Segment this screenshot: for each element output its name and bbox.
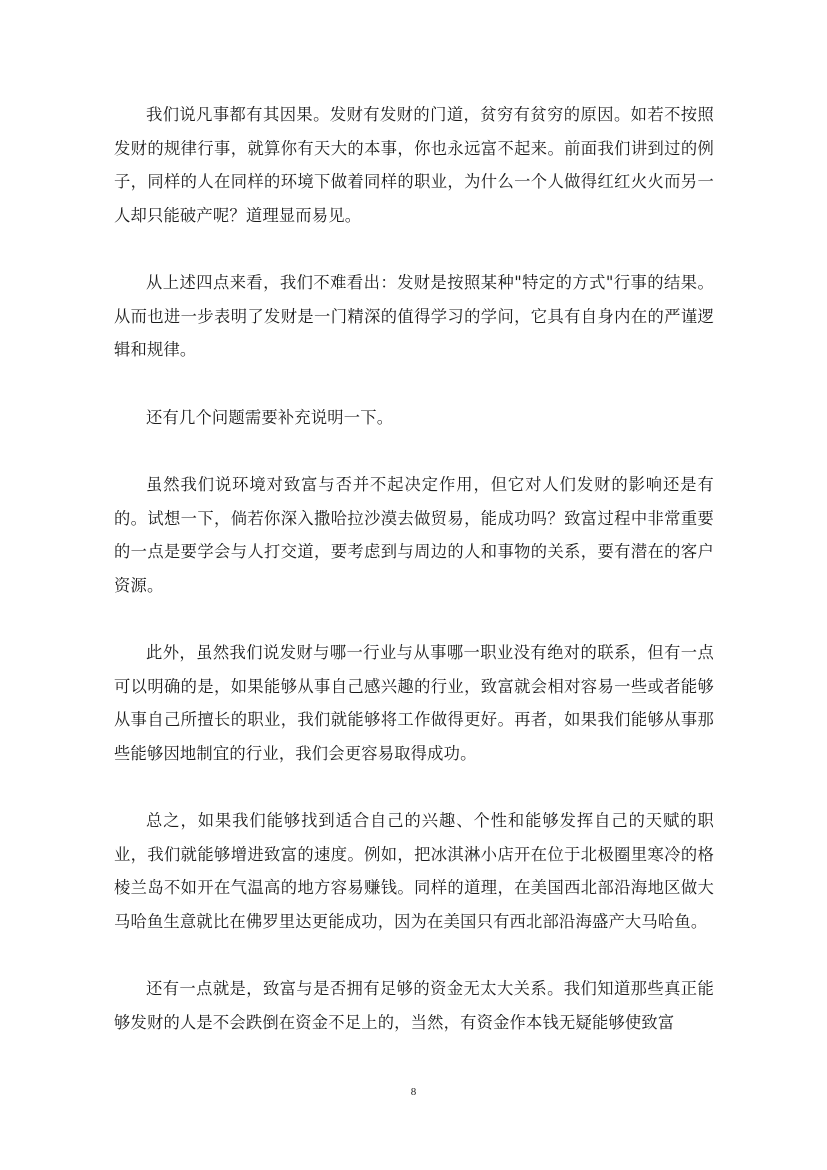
- paragraph-6: 总之，如果我们能够找到适合自己的兴趣、个性和能够发挥自己的天赋的职业，我们就能够增进致富的速度。例如，把冰淇淋小店开在位于北极圈里寒冷的格棱兰岛不如开在气温高的地方容易赚钱。同样的道理，在美国西北部沿海地区做大马哈鱼生意就比在佛罗里达更能成功，因为在美国只有西北部沿海盛产大马哈鱼。: [114, 811, 714, 931]
- paragraph-2: 从上述四点来看，我们不难看出：发财是按照某种"特定的方式"行事的结果。从而也进一步表明了发财是一门精深的值得学习的学问，它具有自身内在的严谨逻辑和规律。: [114, 273, 714, 359]
- paragraph-7: 还有一点就是，致富与是否拥有足够的资金无太大关系。我们知道那些真正能够发财的人是不会跌倒在资金不足上的，当然，有资金作本钱无疑能够使致富: [114, 979, 714, 1032]
- paragraph-3: 还有几个问题需要补充说明一下。: [146, 407, 394, 427]
- paragraph-5: 此外，虽然我们说发财与哪一行业与从事哪一职业没有绝对的联系，但有一点可以明确的是，如果能够从事自己感兴趣的行业，致富就会相对容易一些或者能够从事自己所擅长的职业，我们就能够将工作做得更好。再者，如果我们能够从事那些能够因地制宜的行业，我们会更容易取得成功。: [114, 643, 714, 763]
- page-number: 8: [410, 1086, 417, 1098]
- body-text: [114, 98, 714, 1073]
- paragraph-1: 我们说凡事都有其因果。发财有发财的门道，贫穷有贫穷的原因。如若不按照发财的规律行事，就算你有天大的本事，你也永远富不起来。前面我们讲到过的例子，同样的人在同样的环境下做着同样的职业，为什么一个人做得红红火火而另一人却只能破产呢？道理显而易见。: [114, 105, 714, 225]
- paragraph-4: 虽然我们说环境对致富与否并不起决定作用，但它对人们发财的影响还是有的。试想一下，倘若你深入撒哈拉沙漠去做贸易，能成功吗？致富过程中非常重要的一点是要学会与人打交道，要考虑到与周边的人和事物的关系，要有潜在的客户资源。: [114, 475, 714, 595]
